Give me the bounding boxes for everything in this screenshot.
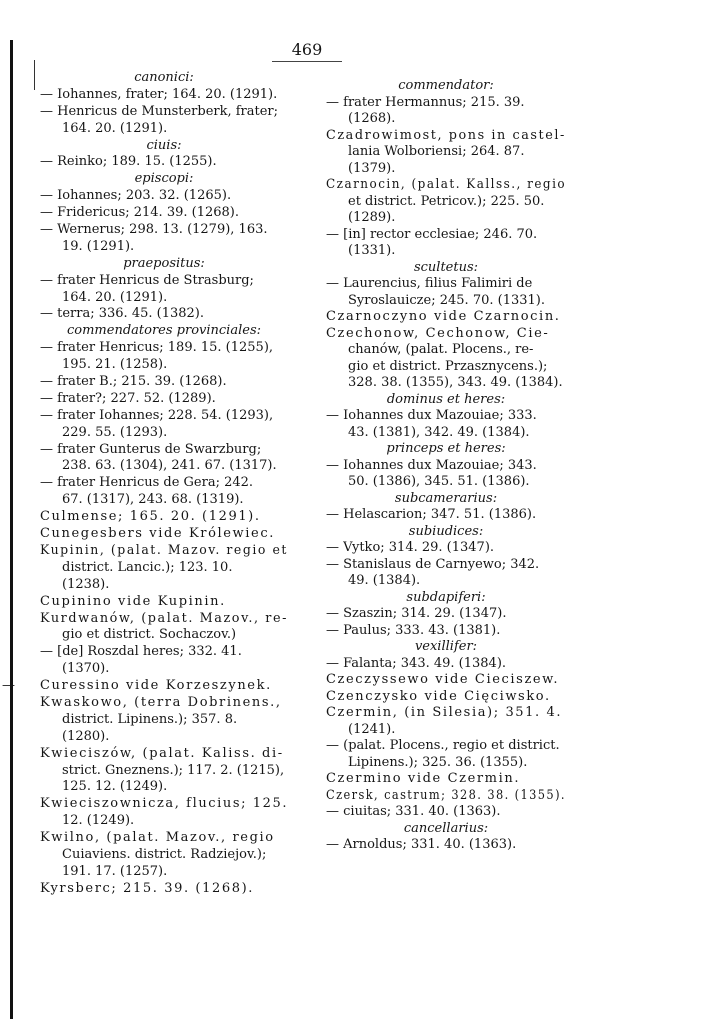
index-line [326,408,566,425]
index-line [40,712,288,729]
entry-text: — [de] Roszdal heres; 332. 41. [40,644,242,660]
index-entry: Curessino vide Korzeszynek. [40,678,272,694]
index-line [326,524,566,541]
index-line [40,627,288,644]
index-entry: Czermino vide Czermin. [326,771,521,786]
index-line [40,729,288,746]
entry-text: — Paulus; 333. 43. (1381). [326,622,501,638]
index-entry: Czarnoczyno vide Czarnocin. [326,309,561,324]
entry-text: 229. 55. (1293). [62,424,168,440]
index-entry: Czadrowimost, pons in castel- [326,127,566,143]
index-line [326,689,566,706]
section-heading: ciuis: [146,137,182,153]
index-line [40,239,288,256]
section-heading: vexillifer: [414,639,478,654]
index-line [40,425,288,442]
entry-text: — Iohannes, frater; 164. 20. (1291). [40,86,278,102]
index-line [326,243,566,260]
index-line [40,121,288,138]
entry-text: strict. Gneznens.); 117. 2. (1215), [62,762,285,778]
index-line [326,738,566,755]
section-heading: scultetus: [413,259,479,275]
entry-text: — Wernerus; 298. 13. (1279), 163. [40,222,268,238]
index-line [40,830,288,847]
index-line [40,273,288,290]
index-line [40,205,288,222]
index-line [326,375,566,392]
index-line [40,695,288,712]
index-line [326,227,566,244]
entry-text: 43. (1381), 342. 49. (1384). [348,424,530,440]
entry-text: — Iohannes dux Mazouiae; 343. [326,457,537,473]
index-line [326,177,566,194]
index-line [326,705,566,722]
entry-text: (1238). [62,576,110,592]
margin-rule [34,60,35,90]
entry-text: — Helascarion; 347. 51. (1386). [326,507,537,522]
index-line [40,408,288,425]
section-heading: commendator: [398,78,494,93]
entry-text: — Stanislaus de Carnyewo; 342. [326,556,540,572]
index-entry: Czeczyssewo vide Cieciszew. [326,672,560,687]
index-line [40,188,288,205]
entry-text: Lipinens.); 325. 36. (1355). [348,754,528,770]
entry-text: — frater Henricus de Gera; 242. [40,475,254,491]
page-number: 469 [272,40,342,62]
entry-text: — frater Henricus; 189. 15. (1255), [40,340,274,356]
left-column [2,70,289,898]
entry-text: — frater Hermannus; 215. 39. [326,94,525,110]
section-heading: cancellarius: [403,820,489,836]
index-line [326,161,566,178]
index-line [40,357,288,374]
entry-text: 67. (1317), 243. 68. (1319). [62,492,244,508]
entry-text: chanów, (palat. Plocens., re- [348,342,534,357]
index-entry: Cupinino vide Kupinin. [40,593,226,609]
index-line [326,326,566,343]
index-line [326,260,566,277]
entry-text: (1331). [348,243,396,258]
index-line [40,70,288,87]
index-line [40,492,288,509]
index-line [40,290,288,307]
entry-text: et district. Petricov.); 225. 50. [348,193,545,209]
entry-text: 191. 17. (1257). [62,863,168,879]
index-line [326,557,566,574]
index-line [40,813,288,830]
section-heading: canonici: [134,70,194,85]
entry-text: district. Lipinens.); 357. 8. [62,711,238,727]
index-line [326,507,566,524]
index-line [326,755,566,772]
entry-text: — Laurencius, filius Falimiri de [326,276,533,291]
index-line [326,573,566,590]
entry-text: (1370). [62,661,110,677]
entry-text: 164. 20. (1291). [62,289,168,305]
index-line [326,95,566,112]
index-line [326,540,566,557]
index-entry: Kurdwanów, (palat. Mazov., re- [40,610,289,626]
section-heading: subcamerarius: [394,490,498,506]
entry-text: — Iohannes; 203. 32. (1265). [40,188,232,204]
index-line [326,590,566,607]
index-line [40,560,288,577]
entry-text: 195. 21. (1258). [62,357,168,373]
entry-text: 19. (1291). [62,238,135,254]
index-line [40,881,288,898]
index-line [40,526,288,543]
index-line [40,594,288,611]
index-line [326,309,566,326]
entry-text: (1241). [348,721,396,737]
index-line [40,391,288,408]
section-heading: praepositus: [123,255,205,271]
index-line [326,623,566,640]
index-line [326,672,566,689]
entry-text: — Szaszin; 314. 29. (1347). [326,606,507,621]
index-line [40,661,288,678]
index-line [326,491,566,508]
index-line [40,442,288,459]
index-line [40,847,288,864]
entry-text: Syroslauicze; 245. 70. (1331). [348,292,545,308]
index-line [40,171,288,188]
index-line [40,154,288,171]
index-entry: Czersk, castrum; 328. 38. (1355). [326,787,566,803]
index-line [326,474,566,491]
index-entry: Culmense; 165. 20. (1291). [40,509,261,525]
index-line [326,441,566,458]
index-line [40,138,288,155]
index-line [40,374,288,391]
index-entry: Czechonow, Cechonow, Cie- [326,325,550,341]
entry-text: — frater Gunterus de Swarzburg; [40,441,262,457]
index-entry: Czarnocin, (palat. Kallss., regio [326,177,567,192]
index-line [326,342,566,359]
index-line [40,864,288,881]
section-heading: episcopi: [134,171,194,187]
index-line [40,104,288,121]
entry-text: Cuiaviens. district. Radziejov.); [62,846,267,862]
entry-text: — frater Henricus de Strasburg; [40,272,254,288]
right-column [326,78,566,854]
index-entry: Kupinin, (palat. Mazov. regio et [40,542,288,558]
entry-text: — frater?; 227. 52. (1289). [40,390,216,406]
entry-text: (1379). [348,160,396,176]
index-line [326,392,566,409]
index-line [40,87,288,104]
index-line [326,771,566,788]
index-line [326,788,566,805]
index-line [326,804,566,821]
entry-text: district. Lancic.); 123. 10. [62,559,233,575]
index-line [40,306,288,323]
entry-text: lania Wolboriensi; 264. 87. [348,144,525,159]
index-line [326,359,566,376]
entry-text: (1268). [348,111,396,126]
index-line [326,78,566,95]
index-entry: Kwieciszownicza, flucius; 125. [40,796,289,812]
index-line [326,194,566,211]
entry-text: 125. 12. (1249). [62,779,168,795]
index-line [40,644,288,661]
index-line [40,323,288,340]
index-line [40,509,288,526]
index-line [326,458,566,475]
index-line [40,222,288,239]
entry-text: gio et district. Sochaczov.) [62,627,237,643]
entry-text: — Henricus de Munsterberk, frater; [40,103,279,119]
section-heading: subdapiferi: [406,589,486,605]
index-line [40,458,288,475]
section-heading: dominus et heres: [386,391,506,407]
entry-text: gio et district. Przasznycens.); [348,358,548,374]
index-line [326,639,566,656]
index-line [40,256,288,273]
index-line [326,656,566,673]
entry-text: — Arnoldus; 331. 40. (1363). [326,837,517,852]
entry-text: — terra; 336. 45. (1382). [40,306,204,322]
index-entry: Kwieciszów, (palat. Kaliss. di- [40,745,284,761]
index-line [326,144,566,161]
section-heading: subiudices: [408,523,484,539]
index-line [40,543,288,560]
index-entry: Kwaskowo, (terra Dobrinens., [40,694,282,710]
binding-edge-rule [10,40,13,1019]
index-line [40,340,288,357]
index-line [326,606,566,623]
entry-text: (1289). [348,210,396,225]
section-heading: commendatores provinciales: [67,323,261,339]
entry-text: 328. 38. (1355), 343. 49. (1384). [348,375,563,390]
index-line [326,821,566,838]
entry-text: 12. (1249). [62,813,135,829]
entry-text: — Falanta; 343. 49. (1384). [326,655,507,671]
entry-text: 49. (1384). [348,573,421,588]
entry-text: — Reinko; 189. 15. (1255). [40,154,217,170]
entry-text: — ciuitas; 331. 40. (1363). [326,804,501,819]
index-entry: Kyrsberc; 215. 39. (1268). [40,880,254,896]
index-entry: Cunegesbers vide Królewiec. [40,526,275,542]
index-entry: Czenczysko vide Cięciwsko. [326,688,551,704]
entry-text: — Fridericus; 214. 39. (1268). [40,205,239,221]
index-line [326,210,566,227]
entry-text: (1280). [62,728,110,744]
entry-text: — frater B.; 215. 39. (1268). [40,374,227,390]
entry-text: 50. (1386), 345. 51. (1386). [348,474,530,489]
index-entry: Kwilno, (palat. Mazov., regio [40,830,275,846]
index-line [40,577,288,594]
index-line [40,796,288,813]
entry-text: — Vytko; 314. 29. (1347). [326,540,495,555]
index-line [40,779,288,796]
entry-text: — Iohannes dux Mazouiae; 333. [326,408,537,423]
entry-text: — [in] rector ecclesiae; 246. 70. [326,226,538,242]
index-line [40,611,288,628]
index-line [326,276,566,293]
index-line [326,293,566,310]
index-line [2,678,288,695]
section-heading: princeps et heres: [386,441,506,456]
entry-text: 164. 20. (1291). [62,120,168,136]
entry-text: — (palat. Plocens., regio et district. [326,738,560,753]
index-line [326,111,566,128]
margin-mark: — [2,678,15,694]
index-entry: Czermin, (in Silesia); 351. 4. [326,705,563,720]
entry-text: — frater Iohannes; 228. 54. (1293), [40,407,274,423]
index-line [326,425,566,442]
index-line [40,763,288,780]
index-line [326,722,566,739]
index-line [326,128,566,145]
entry-text: 238. 63. (1304), 241. 67. (1317). [62,458,277,474]
index-line [40,475,288,492]
index-line [326,837,566,854]
index-line [40,746,288,763]
